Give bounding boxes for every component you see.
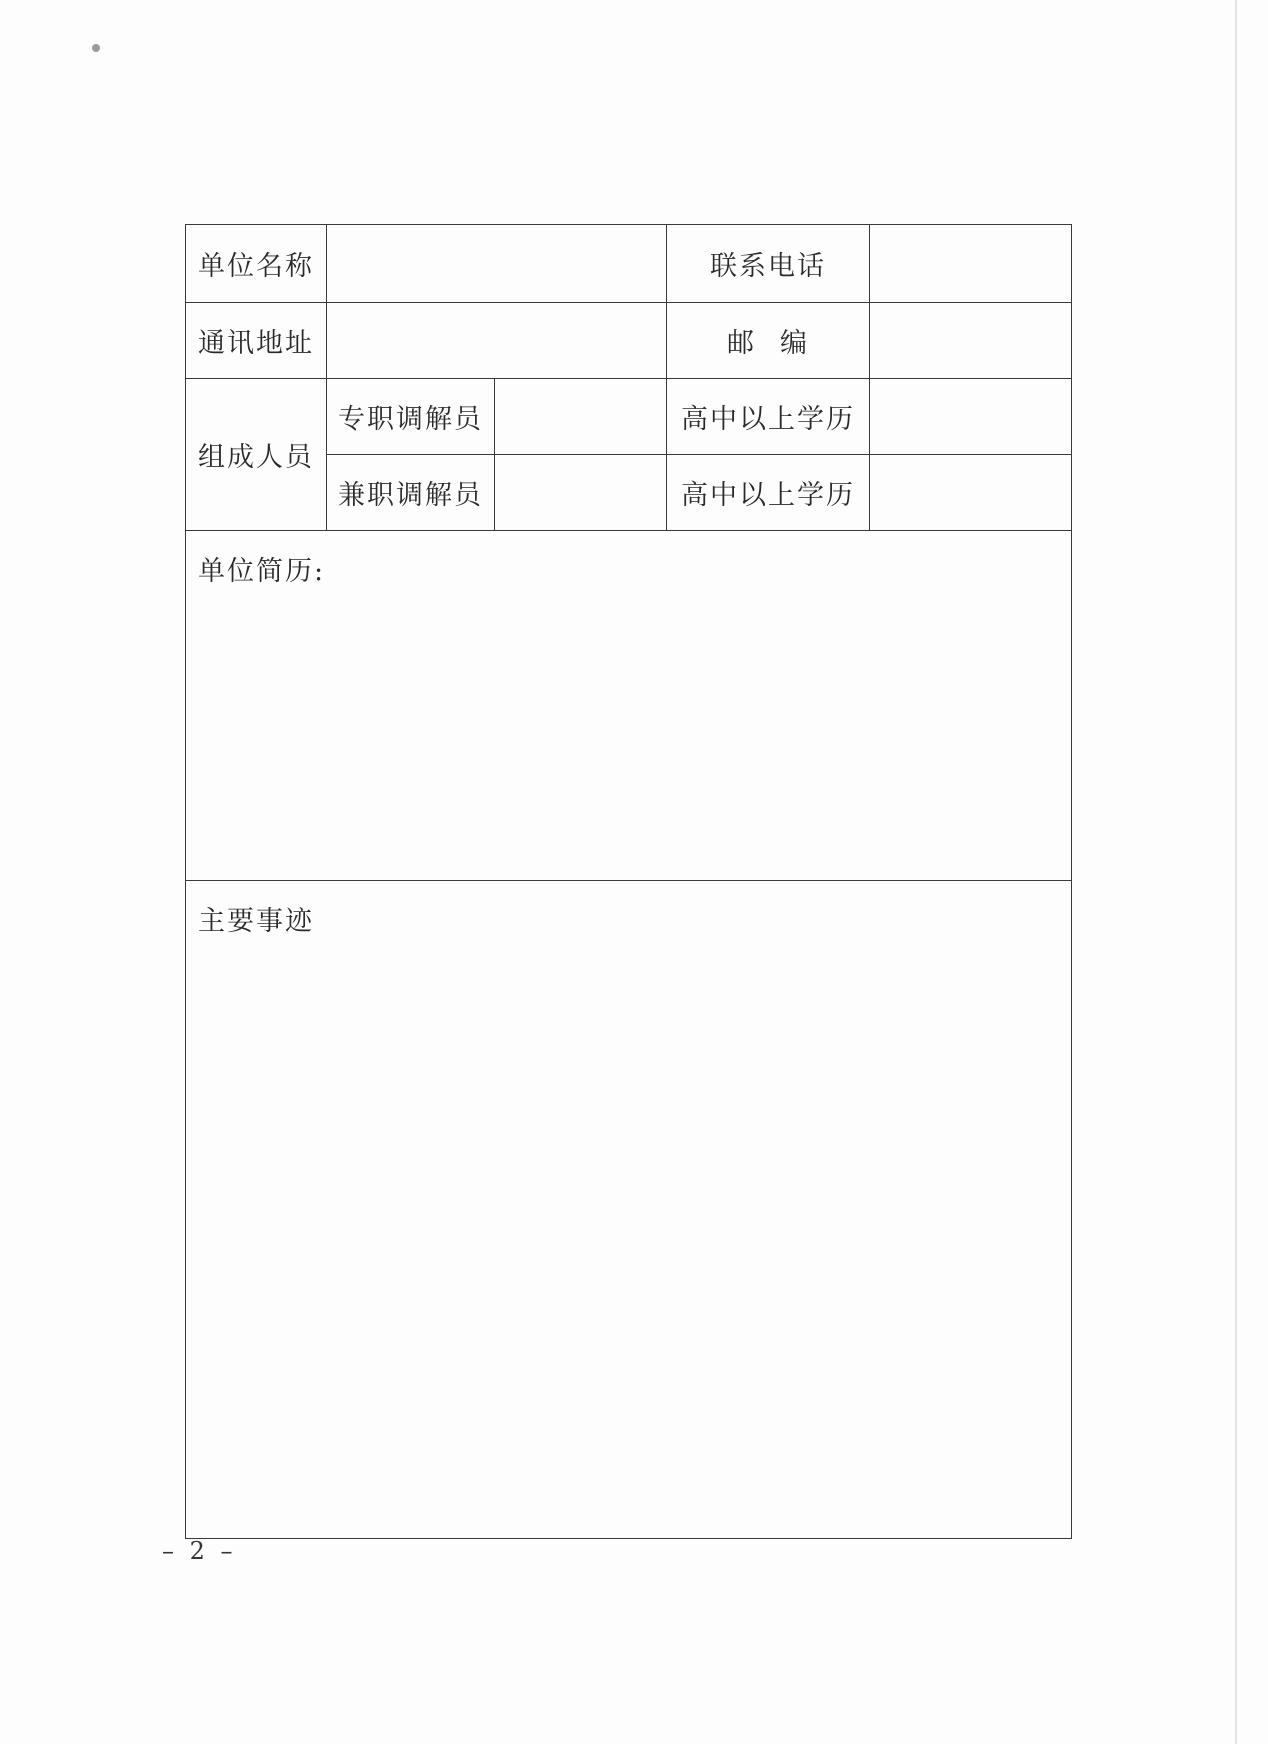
parttime-mediator-field[interactable] [495,455,667,531]
row-deeds [186,881,1072,1539]
postcode-field[interactable] [870,303,1072,379]
parttime-mediator-label: 兼职调解员 [327,455,495,531]
unit-name-field[interactable] [327,225,667,303]
address-label: 通讯地址 [186,303,327,379]
main-deeds-label: 主要事迹 [198,906,314,937]
row-profile [186,531,1072,881]
main-deeds-field[interactable] [186,881,1072,1539]
unit-name-label: 单位名称 [186,225,327,303]
unit-profile-label: 单位简历: [198,556,326,587]
scan-speck [92,44,100,52]
phone-field[interactable] [870,225,1072,303]
phone-label: 联系电话 [667,225,870,303]
postcode-label [667,303,870,379]
scan-edge [1235,0,1237,1744]
postcode-label-char-2: 编 [780,328,809,359]
parttime-education-field[interactable] [870,455,1072,531]
fulltime-mediator-label: 专职调解员 [327,379,495,455]
parttime-education-label: 高中以上学历 [667,455,870,531]
address-field[interactable] [327,303,667,379]
row-unit-name [186,225,1072,303]
postcode-label-char-1: 邮 [727,328,756,359]
registration-form-table [185,224,1072,1539]
page-number: – 2 – [162,1537,237,1565]
fulltime-mediator-field[interactable] [495,379,667,455]
row-address [186,303,1072,379]
fulltime-education-field[interactable] [870,379,1072,455]
members-label: 组成人员 [186,379,327,531]
unit-profile-field[interactable] [186,531,1072,881]
fulltime-education-label: 高中以上学历 [667,379,870,455]
row-fulltime [186,379,1072,455]
